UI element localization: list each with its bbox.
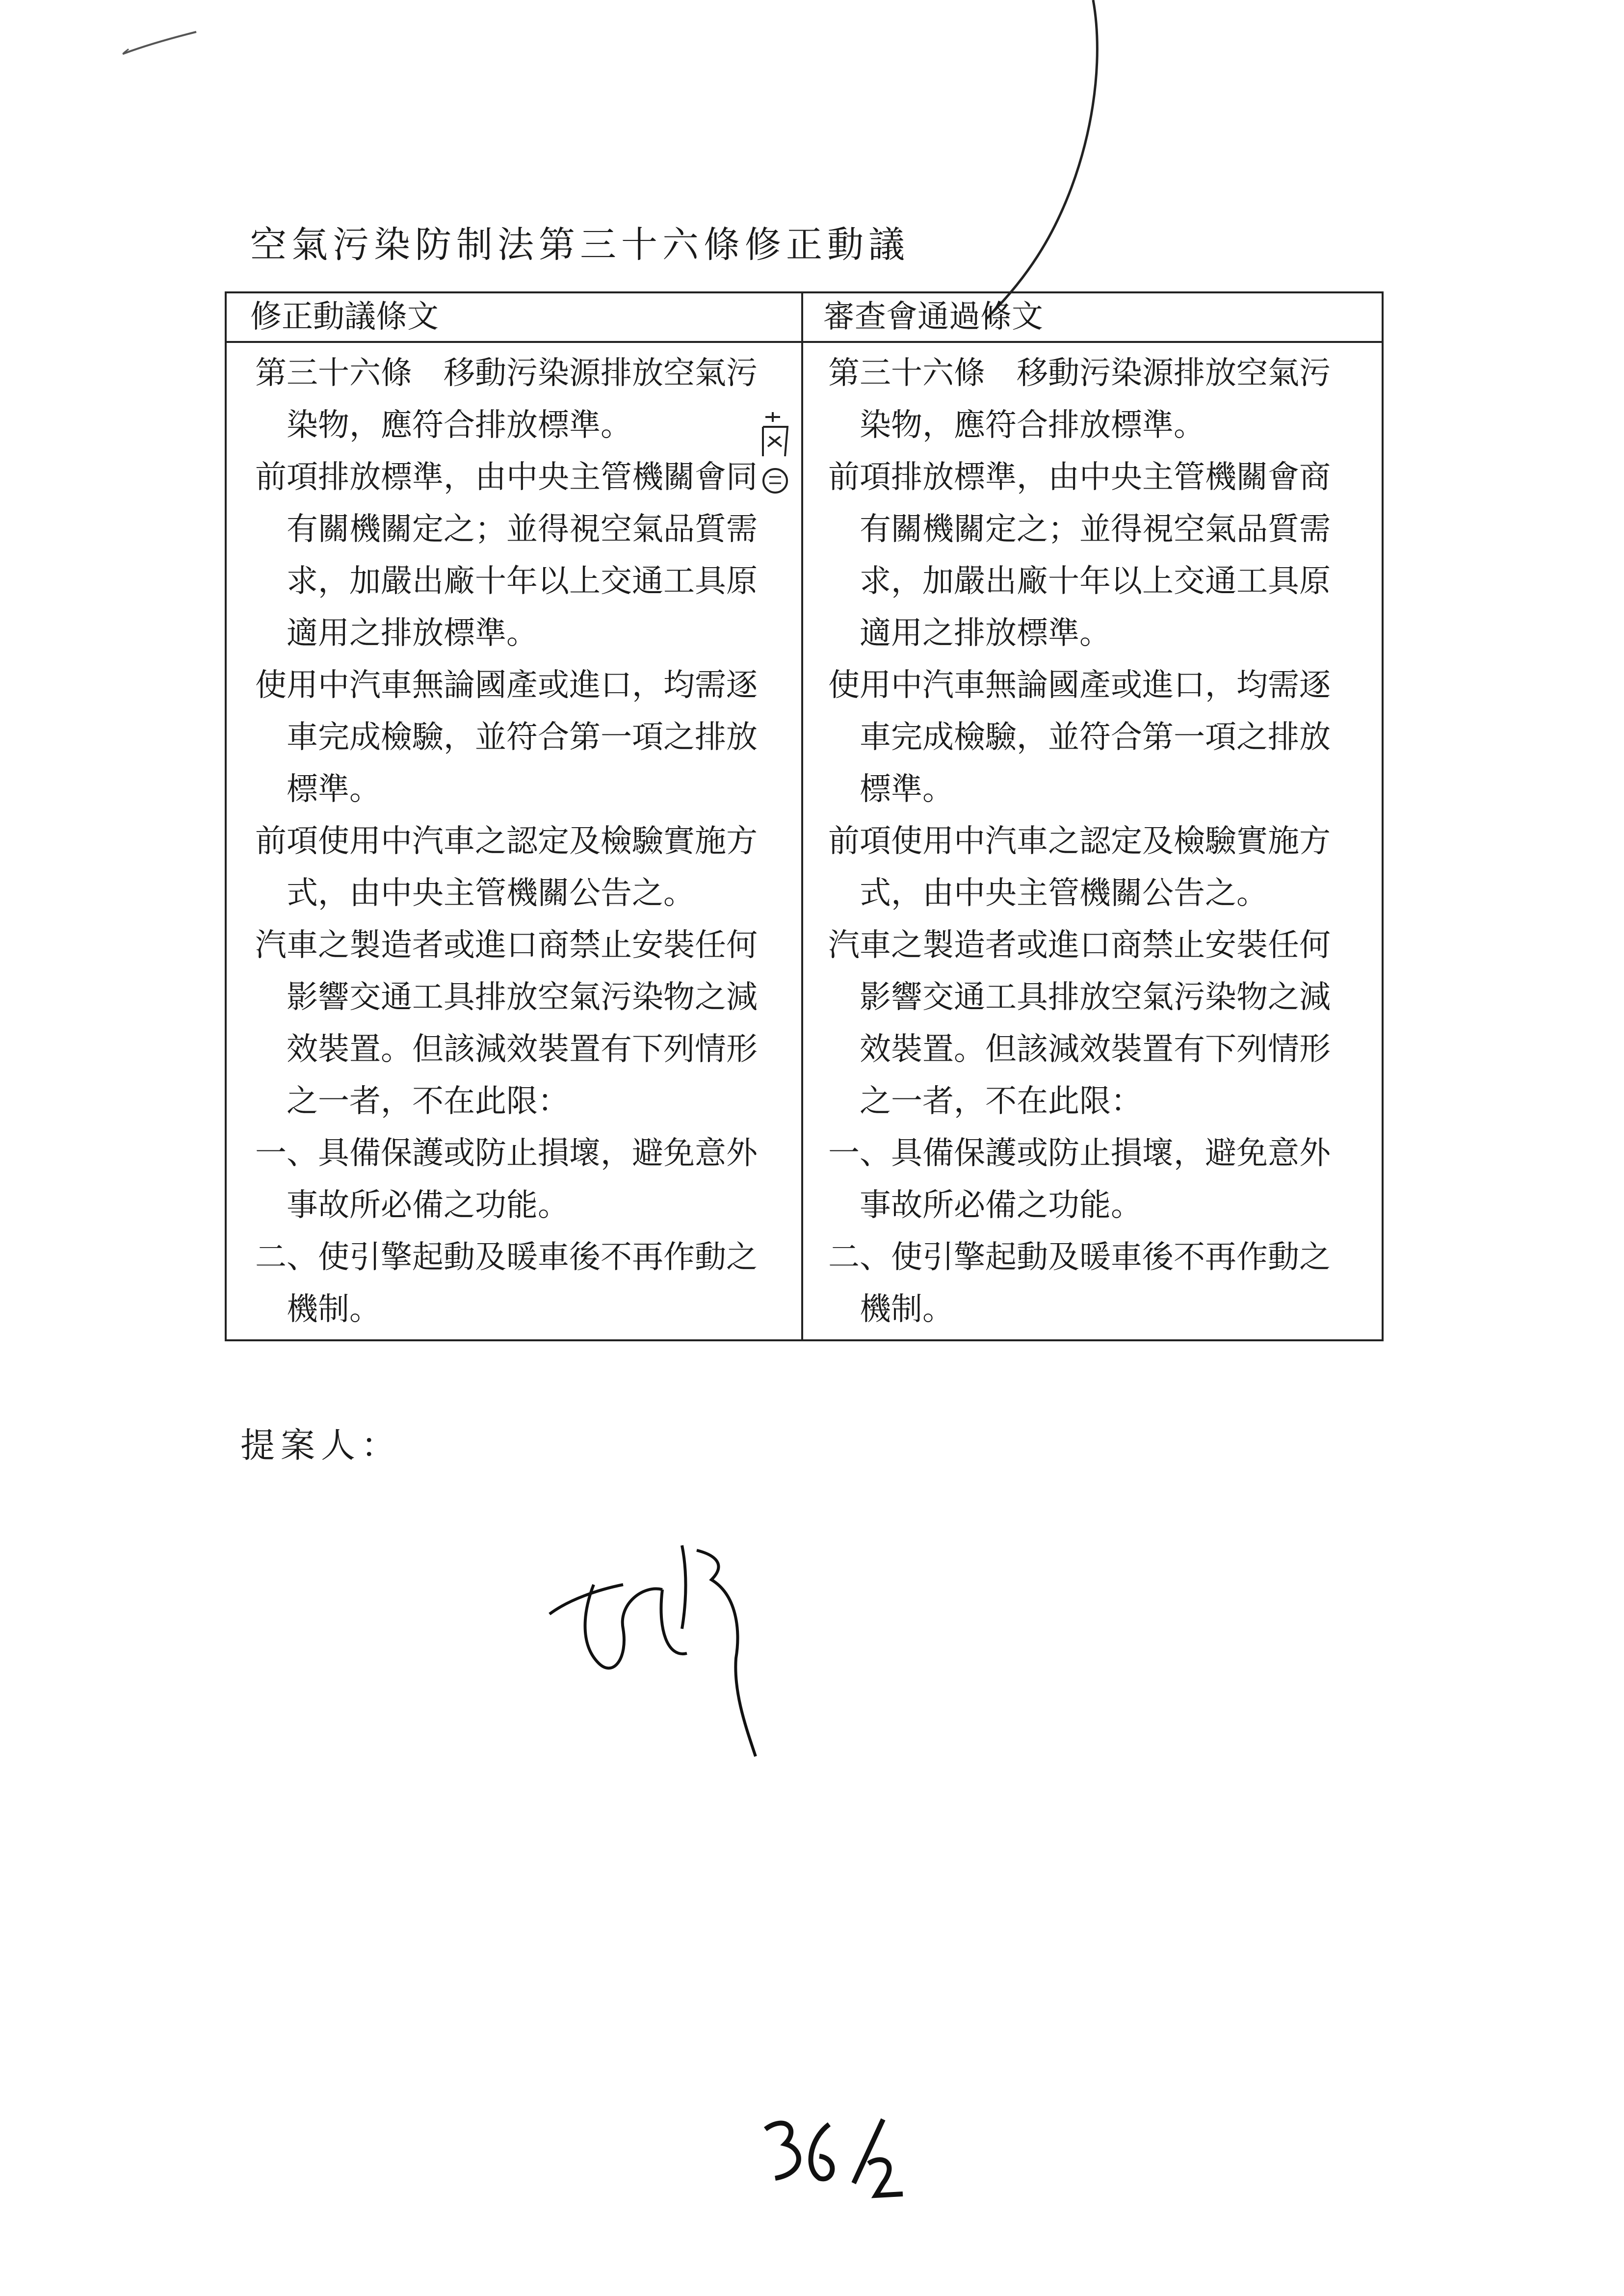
page-title: 空氣污染防制法第三十六條修正動議 xyxy=(250,224,910,266)
amendment-paragraph-2: 前項排放標準，由中央主管機關會同有關機關定之；並得視空氣品質需求，加嚴出廠十年以上交通工具原適用之排放標準。 xyxy=(255,459,758,652)
column-divider xyxy=(801,293,803,1339)
handwritten-stroke xyxy=(971,0,1128,324)
committee-paragraph-3: 使用中汽車無論國產或進口，均需逐車完成檢驗，並符合第一項之排放標準。 xyxy=(828,667,1331,808)
committee-item-1: 一、具備保護或防止損壞，避免意外事故所必備之功能。 xyxy=(828,1135,1331,1224)
committee-column xyxy=(828,347,1358,1335)
proposer-label: 提案人： xyxy=(240,1425,401,1465)
amendment-paragraph-3: 使用中汽車無論國產或進口，均需逐車完成檢驗，並符合第一項之排放標準。 xyxy=(255,667,758,808)
signature xyxy=(540,1531,814,1766)
amendment-paragraph-4: 前項使用中汽車之認定及檢驗實施方式，由中央主管機關公告之。 xyxy=(255,823,758,912)
page-number xyxy=(756,2110,913,2208)
amendment-item-1: 一、具備保護或防止損壞，避免意外事故所必備之功能。 xyxy=(255,1135,758,1224)
header-committee-text: 審查會通過條文 xyxy=(823,299,1043,335)
handwritten-correction-mark xyxy=(756,407,795,496)
amendment-paragraph-5: 汽車之製造者或進口商禁止安裝任何影響交通工具排放空氣污染物之減效裝置。但該減效裝置有下列情形之一者，不在此限： xyxy=(255,927,758,1120)
pen-mark xyxy=(118,25,201,59)
header-divider xyxy=(227,341,1382,343)
committee-paragraph-5: 汽車之製造者或進口商禁止安裝任何影響交通工具排放空氣污染物之減效裝置。但該減效裝置有下列情形之一者，不在此限： xyxy=(828,927,1331,1120)
committee-article-heading: 第三十六條 移動污染源排放空氣污染物，應符合排放標準。 xyxy=(828,355,1331,444)
committee-item-2: 二、使引擎起動及暖車後不再作動之機制。 xyxy=(828,1239,1331,1328)
header-amendment-text: 修正動議條文 xyxy=(250,299,439,335)
comparison-table xyxy=(225,291,1384,1341)
committee-paragraph-4: 前項使用中汽車之認定及檢驗實施方式，由中央主管機關公告之。 xyxy=(828,823,1331,912)
amendment-article-heading: 第三十六條 移動污染源排放空氣污染物，應符合排放標準。 xyxy=(255,355,758,444)
amendment-item-2: 二、使引擎起動及暖車後不再作動之機制。 xyxy=(255,1239,758,1328)
amendment-column xyxy=(255,347,785,1335)
committee-paragraph-2: 前項排放標準，由中央主管機關會商有關機關定之；並得視空氣品質需求，加嚴出廠十年以上交通工具原適用之排放標準。 xyxy=(828,459,1331,652)
